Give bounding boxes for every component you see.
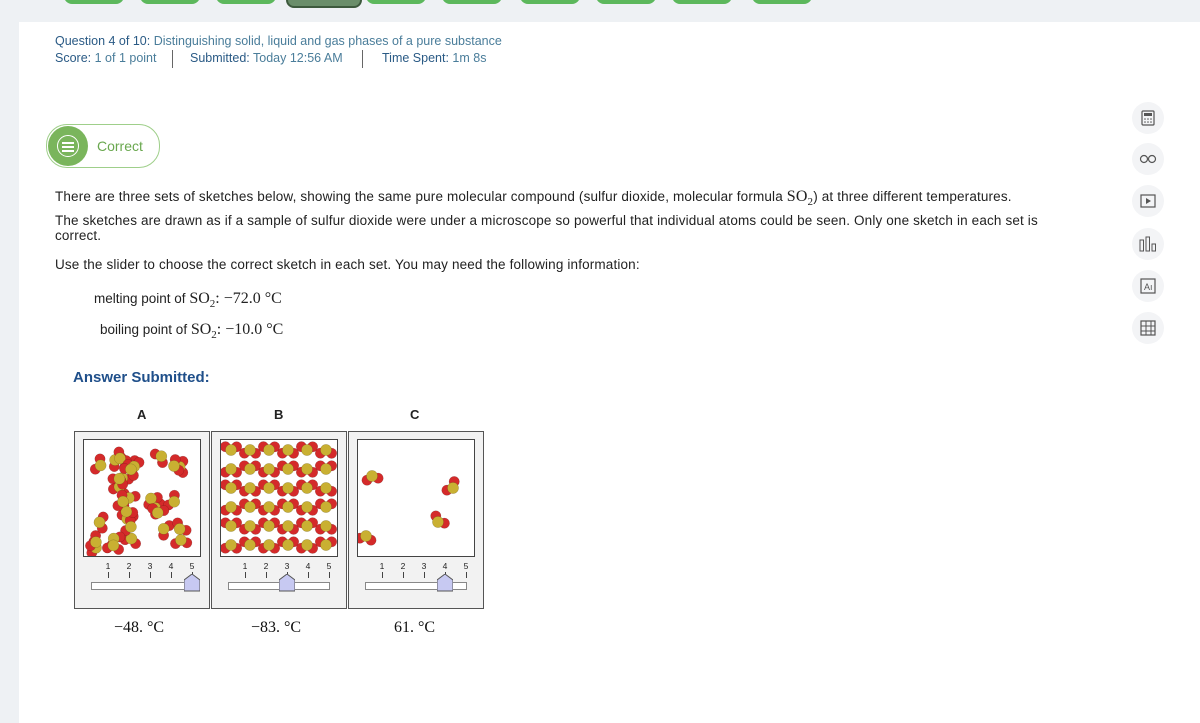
slider-thumb-shape: [184, 574, 200, 591]
question-nav-6[interactable]: [442, 0, 502, 4]
slider-tick-label: 1: [105, 561, 111, 571]
sulfur-atom: [117, 496, 128, 507]
sulfur-atom: [432, 516, 443, 527]
top-navigation: [0, 0, 1200, 22]
sulfur-atom: [320, 501, 331, 512]
slider-tick-label: 3: [147, 561, 153, 571]
sulfur-atom: [282, 520, 293, 531]
submitted-label: Submitted:: [190, 51, 250, 65]
sulfur-atom: [225, 444, 236, 455]
formula-main: SO: [189, 290, 210, 307]
slider-tick-label: 2: [263, 561, 269, 571]
sulfur-atom: [244, 520, 255, 531]
slider-tick-label: 4: [168, 561, 174, 571]
boiling-point-label: boiling point of: [100, 322, 188, 337]
video-icon[interactable]: [1132, 185, 1164, 217]
correct-label: Correct: [97, 138, 143, 154]
slider-thumb-shape: [437, 574, 453, 591]
question-nav-4[interactable]: [286, 0, 362, 8]
set-temperature: −48. °C: [114, 619, 165, 636]
molecule-drawing: [84, 440, 200, 556]
formula-so2: [786, 188, 814, 209]
molecule-sketch: [220, 439, 338, 557]
sulfur-atom: [282, 482, 293, 493]
sulfur-atom: [225, 482, 236, 493]
sulfur-atom: [301, 463, 312, 474]
sulfur-atom: [282, 444, 293, 455]
boiling-point-formula: [190, 321, 284, 342]
formula-sub: 2: [209, 298, 216, 311]
sulfur-atom: [125, 521, 136, 532]
divider: [362, 50, 363, 68]
sketch-set-c: [348, 431, 484, 609]
sulfur-atom: [320, 520, 331, 531]
svg-text:Aı: Aı: [1144, 282, 1153, 292]
sketch-set-a: [74, 431, 210, 609]
sulfur-atom: [225, 539, 236, 550]
sulfur-atom: [244, 463, 255, 474]
formula-main: SO: [190, 321, 212, 338]
answer-submitted-title: Answer Submitted:: [73, 369, 210, 386]
melting-point-label: melting point of: [94, 291, 186, 306]
slider-tick: [129, 572, 130, 578]
sulfur-atom: [94, 517, 105, 528]
sulfur-atom: [320, 539, 331, 550]
sulfur-atom: [244, 501, 255, 512]
sulfur-atom: [244, 539, 255, 550]
time-label: Time Spent:: [382, 51, 449, 65]
slider-tick: [266, 572, 267, 578]
sulfur-atom: [225, 463, 236, 474]
sulfur-atom: [263, 520, 274, 531]
sulfur-atom: [447, 482, 458, 493]
slider-tick: [308, 572, 309, 578]
score-value: 1 of 1 point: [94, 51, 157, 65]
submitted-value: Today 12:56 AM: [253, 51, 343, 65]
periodic-table-icon[interactable]: [1132, 312, 1164, 344]
sulfur-atom: [168, 460, 179, 471]
sulfur-atom: [95, 460, 106, 471]
correct-badge[interactable]: [46, 124, 160, 168]
slider-track[interactable]: [91, 582, 193, 590]
melting-point: [94, 290, 282, 310]
slider-tick: [245, 572, 246, 578]
sulfur-atom: [145, 493, 156, 504]
sulfur-atom: [152, 507, 163, 518]
sulfur-atom: [263, 444, 274, 455]
slider-tick-label: 5: [189, 561, 195, 571]
sulfur-atom: [301, 501, 312, 512]
molecule-sketch: [357, 439, 475, 557]
sulfur-atom: [366, 470, 377, 481]
sulfur-atom: [301, 482, 312, 493]
divider: [172, 50, 173, 68]
slider-tick-label: 2: [400, 561, 406, 571]
sulfur-atom: [225, 520, 236, 531]
score-label: Score:: [55, 51, 92, 65]
slider-tick: [108, 572, 109, 578]
slider-tick-label: 2: [126, 561, 132, 571]
sulfur-atom: [108, 540, 119, 551]
question-nav-2[interactable]: [140, 0, 200, 4]
molecule-sketch: [83, 439, 201, 557]
sulfur-atom: [282, 539, 293, 550]
formula-main: SO: [786, 188, 808, 205]
calculator-icon[interactable]: [1132, 102, 1164, 134]
sulfur-atom: [158, 523, 169, 534]
sketch-set-b: [211, 431, 347, 609]
question-nav-10[interactable]: [752, 0, 812, 4]
slider-tick-label: 5: [326, 561, 332, 571]
question-nav-9[interactable]: [672, 0, 732, 4]
slider-tick: [466, 572, 467, 578]
question-nav-3[interactable]: [216, 0, 276, 4]
sulfur-atom: [156, 451, 167, 462]
sulfur-atom: [320, 463, 331, 474]
melting-point-value: : −72.0 °C: [215, 290, 282, 307]
formula-sub: 2: [807, 196, 814, 209]
sulfur-atom: [244, 444, 255, 455]
slider-thumb-shape: [279, 574, 295, 591]
set-temperature: 61. °C: [394, 619, 436, 636]
submitted-info: [190, 51, 343, 65]
sulfur-atom: [263, 482, 274, 493]
sulfur-atom: [175, 534, 186, 545]
sulfur-atom: [114, 473, 125, 484]
sulfur-atom: [301, 444, 312, 455]
sulfur-atom: [263, 501, 274, 512]
melting-point-formula: [189, 290, 282, 311]
sulfur-atom: [263, 539, 274, 550]
formula-sub: 2: [211, 329, 217, 342]
set-temperature: −83. °C: [251, 619, 302, 636]
slider-tick-label: 4: [305, 561, 311, 571]
sketch-set-label: A: [137, 407, 147, 422]
paragraph-2-cont: correct.: [55, 228, 102, 243]
time-value: 1m 8s: [452, 51, 487, 65]
question-paragraph-1: [55, 188, 1012, 208]
sulfur-atom: [225, 501, 236, 512]
boiling-point: [100, 321, 283, 341]
sulfur-atom: [320, 444, 331, 455]
question-heading: [55, 34, 502, 48]
chart-icon[interactable]: [1132, 228, 1164, 260]
sulfur-atom: [125, 464, 136, 475]
sulfur-atom: [174, 523, 185, 534]
glasses-icon[interactable]: [1132, 143, 1164, 175]
molecule-drawing: [221, 440, 337, 556]
sketch-set-label: B: [274, 407, 284, 422]
slider-tick-label: 1: [379, 561, 385, 571]
sketch-set-label: C: [410, 407, 420, 422]
sulfur-atom: [360, 530, 371, 541]
sulfur-atom: [282, 501, 293, 512]
slider-tick: [171, 572, 172, 578]
text-icon[interactable]: [1132, 270, 1164, 302]
question-paragraph-2: [55, 213, 1100, 243]
sulfur-atom: [263, 463, 274, 474]
paragraph-2-text: The sketches are drawn as if a sample of sulfur dioxide were under a microscope so powerful that individual atoms could be seen. Only one sketch in each set is: [55, 213, 1038, 228]
slider-tick: [329, 572, 330, 578]
paragraph-1-end: ) at three different temperatures.: [813, 189, 1012, 204]
sulfur-atom: [301, 520, 312, 531]
feedback-icon: [48, 126, 88, 166]
slider-tick: [382, 572, 383, 578]
score-info: [55, 51, 156, 65]
molecule-drawing: [358, 440, 474, 556]
time-info: [382, 51, 486, 65]
sulfur-atom: [301, 539, 312, 550]
paragraph-1-text: There are three sets of sketches below, showing the same pure molecular compound (sulfur dioxide, molecular formula: [55, 189, 783, 204]
question-title: Distinguishing solid, liquid and gas phases of a pure substance: [153, 34, 502, 48]
sulfur-atom: [169, 496, 180, 507]
sulfur-atom: [90, 537, 101, 548]
question-nav-7[interactable]: [520, 0, 580, 4]
question-number: Question 4 of 10:: [55, 34, 151, 48]
question-nav-8[interactable]: [596, 0, 656, 4]
slider-tick: [150, 572, 151, 578]
sulfur-atom: [282, 463, 293, 474]
slider-thumb[interactable]: [279, 574, 295, 592]
slider-tick: [424, 572, 425, 578]
question-nav-1[interactable]: [64, 0, 124, 4]
slider-tick-label: 3: [284, 561, 290, 571]
slider-tick-label: 1: [242, 561, 248, 571]
sulfur-atom: [244, 482, 255, 493]
slider-tick-label: 5: [463, 561, 469, 571]
question-nav-5[interactable]: [366, 0, 426, 4]
slider-tick-label: 4: [442, 561, 448, 571]
slider-tick-label: 3: [421, 561, 427, 571]
slider-tick: [403, 572, 404, 578]
sulfur-atom: [320, 482, 331, 493]
slider-thumb[interactable]: [437, 574, 453, 592]
slider-thumb[interactable]: [184, 574, 200, 592]
boiling-point-value: : −10.0 °C: [216, 321, 284, 338]
question-paragraph-3: Use the slider to choose the correct sketch in each set. You may need the following information:: [55, 257, 640, 272]
